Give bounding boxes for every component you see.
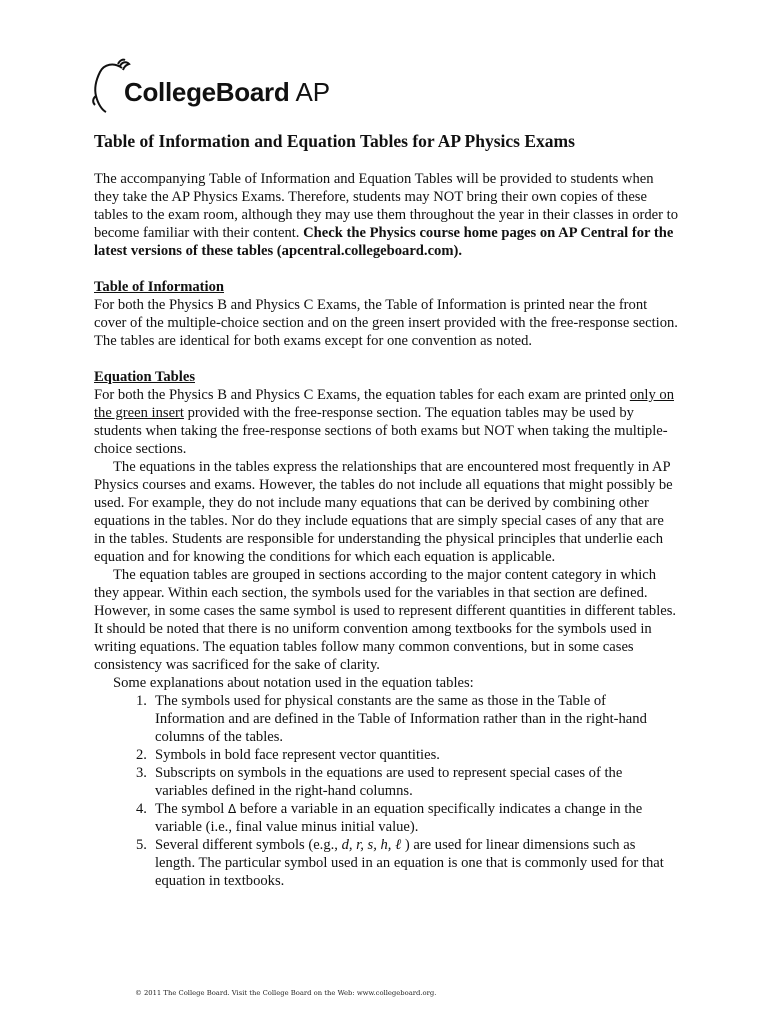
logo-brand: CollegeBoard: [124, 77, 290, 107]
list-item: [136, 692, 678, 746]
list-item-number: 5.: [136, 837, 147, 853]
equation-tables-heading: Equation Tables: [94, 369, 195, 385]
list-item-number: 1.: [136, 693, 147, 709]
list-item-text: Subscripts on symbols in the equations are used to represent special cases of the variables defined in the right-hand columns.: [155, 765, 623, 799]
list-item-text-after: before a variable in an equation specifically indicates a change in the variable (i.e., final value minus initial value).: [155, 801, 643, 835]
collegeboard-logo: [92, 58, 352, 118]
list-item-number: 3.: [136, 765, 147, 781]
eq-p1-after: provided with the free-response section. The equation tables may be used by students when taking the free-response sections of both exams but NOT when taking the multiple-choice sections.: [94, 405, 668, 457]
logo-suffix: AP: [295, 77, 331, 107]
list-item-text-before: The symbol: [155, 801, 228, 817]
logo-wordmark: [124, 78, 330, 106]
list-item-number: 2.: [136, 747, 147, 763]
page-title: Table of Information and Equation Tables for AP Physics Exams: [94, 131, 575, 151]
equation-tables-paragraph-3: The equation tables are grouped in sections according to the major content category in which they appear. Within each section, the symbols used for the variables in that section are defined. However, in some cases the same symbol is used to represent different quantities in different tables. It should be noted that there is no uniform convention among textbooks for the symbols used in writing equations. The equation tables follow many common conventions, but in some cases consistency was sacrificed for the sake of clarity.: [94, 567, 677, 673]
delta-symbol: Δ: [227, 802, 237, 816]
eq-p1-underlined: only on the green insert: [94, 387, 674, 421]
document-body: [94, 130, 678, 890]
list-item: [136, 800, 678, 836]
list-item: [136, 836, 678, 890]
equation-tables-paragraph-2: The equations in the tables express the relationships that are encountered most frequently in AP Physics courses and exams. However, the tables do not include all equations that might possibly be used. For example, they do not include many equations that can be derived by combining other equations in the tables. Nor do they include equations that are simply special cases of any that are in the tables. Students are responsible for understanding the physical principles that underlie each equation and for knowing the conditions for which each equation is applicable.: [94, 459, 673, 565]
list-item: [136, 746, 678, 764]
list-item-text-after: ) are used for linear dimensions such as length. The particular symbol used in an equation is one that is commonly used for that equation in textbooks.: [155, 837, 664, 889]
list-item-text: Symbols in bold face represent vector quantities.: [155, 747, 440, 763]
intro-bold-text: Check the Physics course home pages on AP Central for the latest versions of these tables (apcentral.collegeboard.com).: [94, 225, 674, 259]
list-item-text-before: Several different symbols (e.g.,: [155, 837, 342, 853]
copyright-footer: © 2011 The College Board. Visit the College Board on the Web: www.collegeboard.org.: [135, 989, 437, 997]
intro-paragraph: [94, 170, 678, 260]
table-of-information-paragraph: For both the Physics B and Physics C Exams, the Table of Information is printed near the front cover of the multiple-choice section and on the green insert provided with the free-response section. The tables are identical for both exams except for one convention as noted.: [94, 297, 678, 349]
list-item-number: 4.: [136, 801, 147, 817]
table-of-information-heading: Table of Information: [94, 279, 225, 295]
equation-tables-paragraph-4: Some explanations about notation used in the equation tables:: [113, 675, 474, 691]
equation-tables-paragraph-1: [94, 386, 678, 458]
list-item-text: The symbols used for physical constants are the same as those in the Table of Information and are defined in the Table of Information rather than in the right-hand columns of the tables.: [155, 693, 647, 745]
eq-p1-before: For both the Physics B and Physics C Exams, the equation tables for each exam are printed: [94, 387, 630, 403]
intro-text: The accompanying Table of Information and Equation Tables will be provided to students when they take the AP Physics Exams. Therefore, students may NOT bring their own copies of these tables to the exam room, although they may use them throughout the year in their classes in order to become familiar with their content.: [94, 171, 679, 241]
dimension-symbols: d, r, s, h, ℓ: [341, 837, 402, 853]
list-item: [136, 764, 678, 800]
notation-list: [94, 692, 678, 890]
